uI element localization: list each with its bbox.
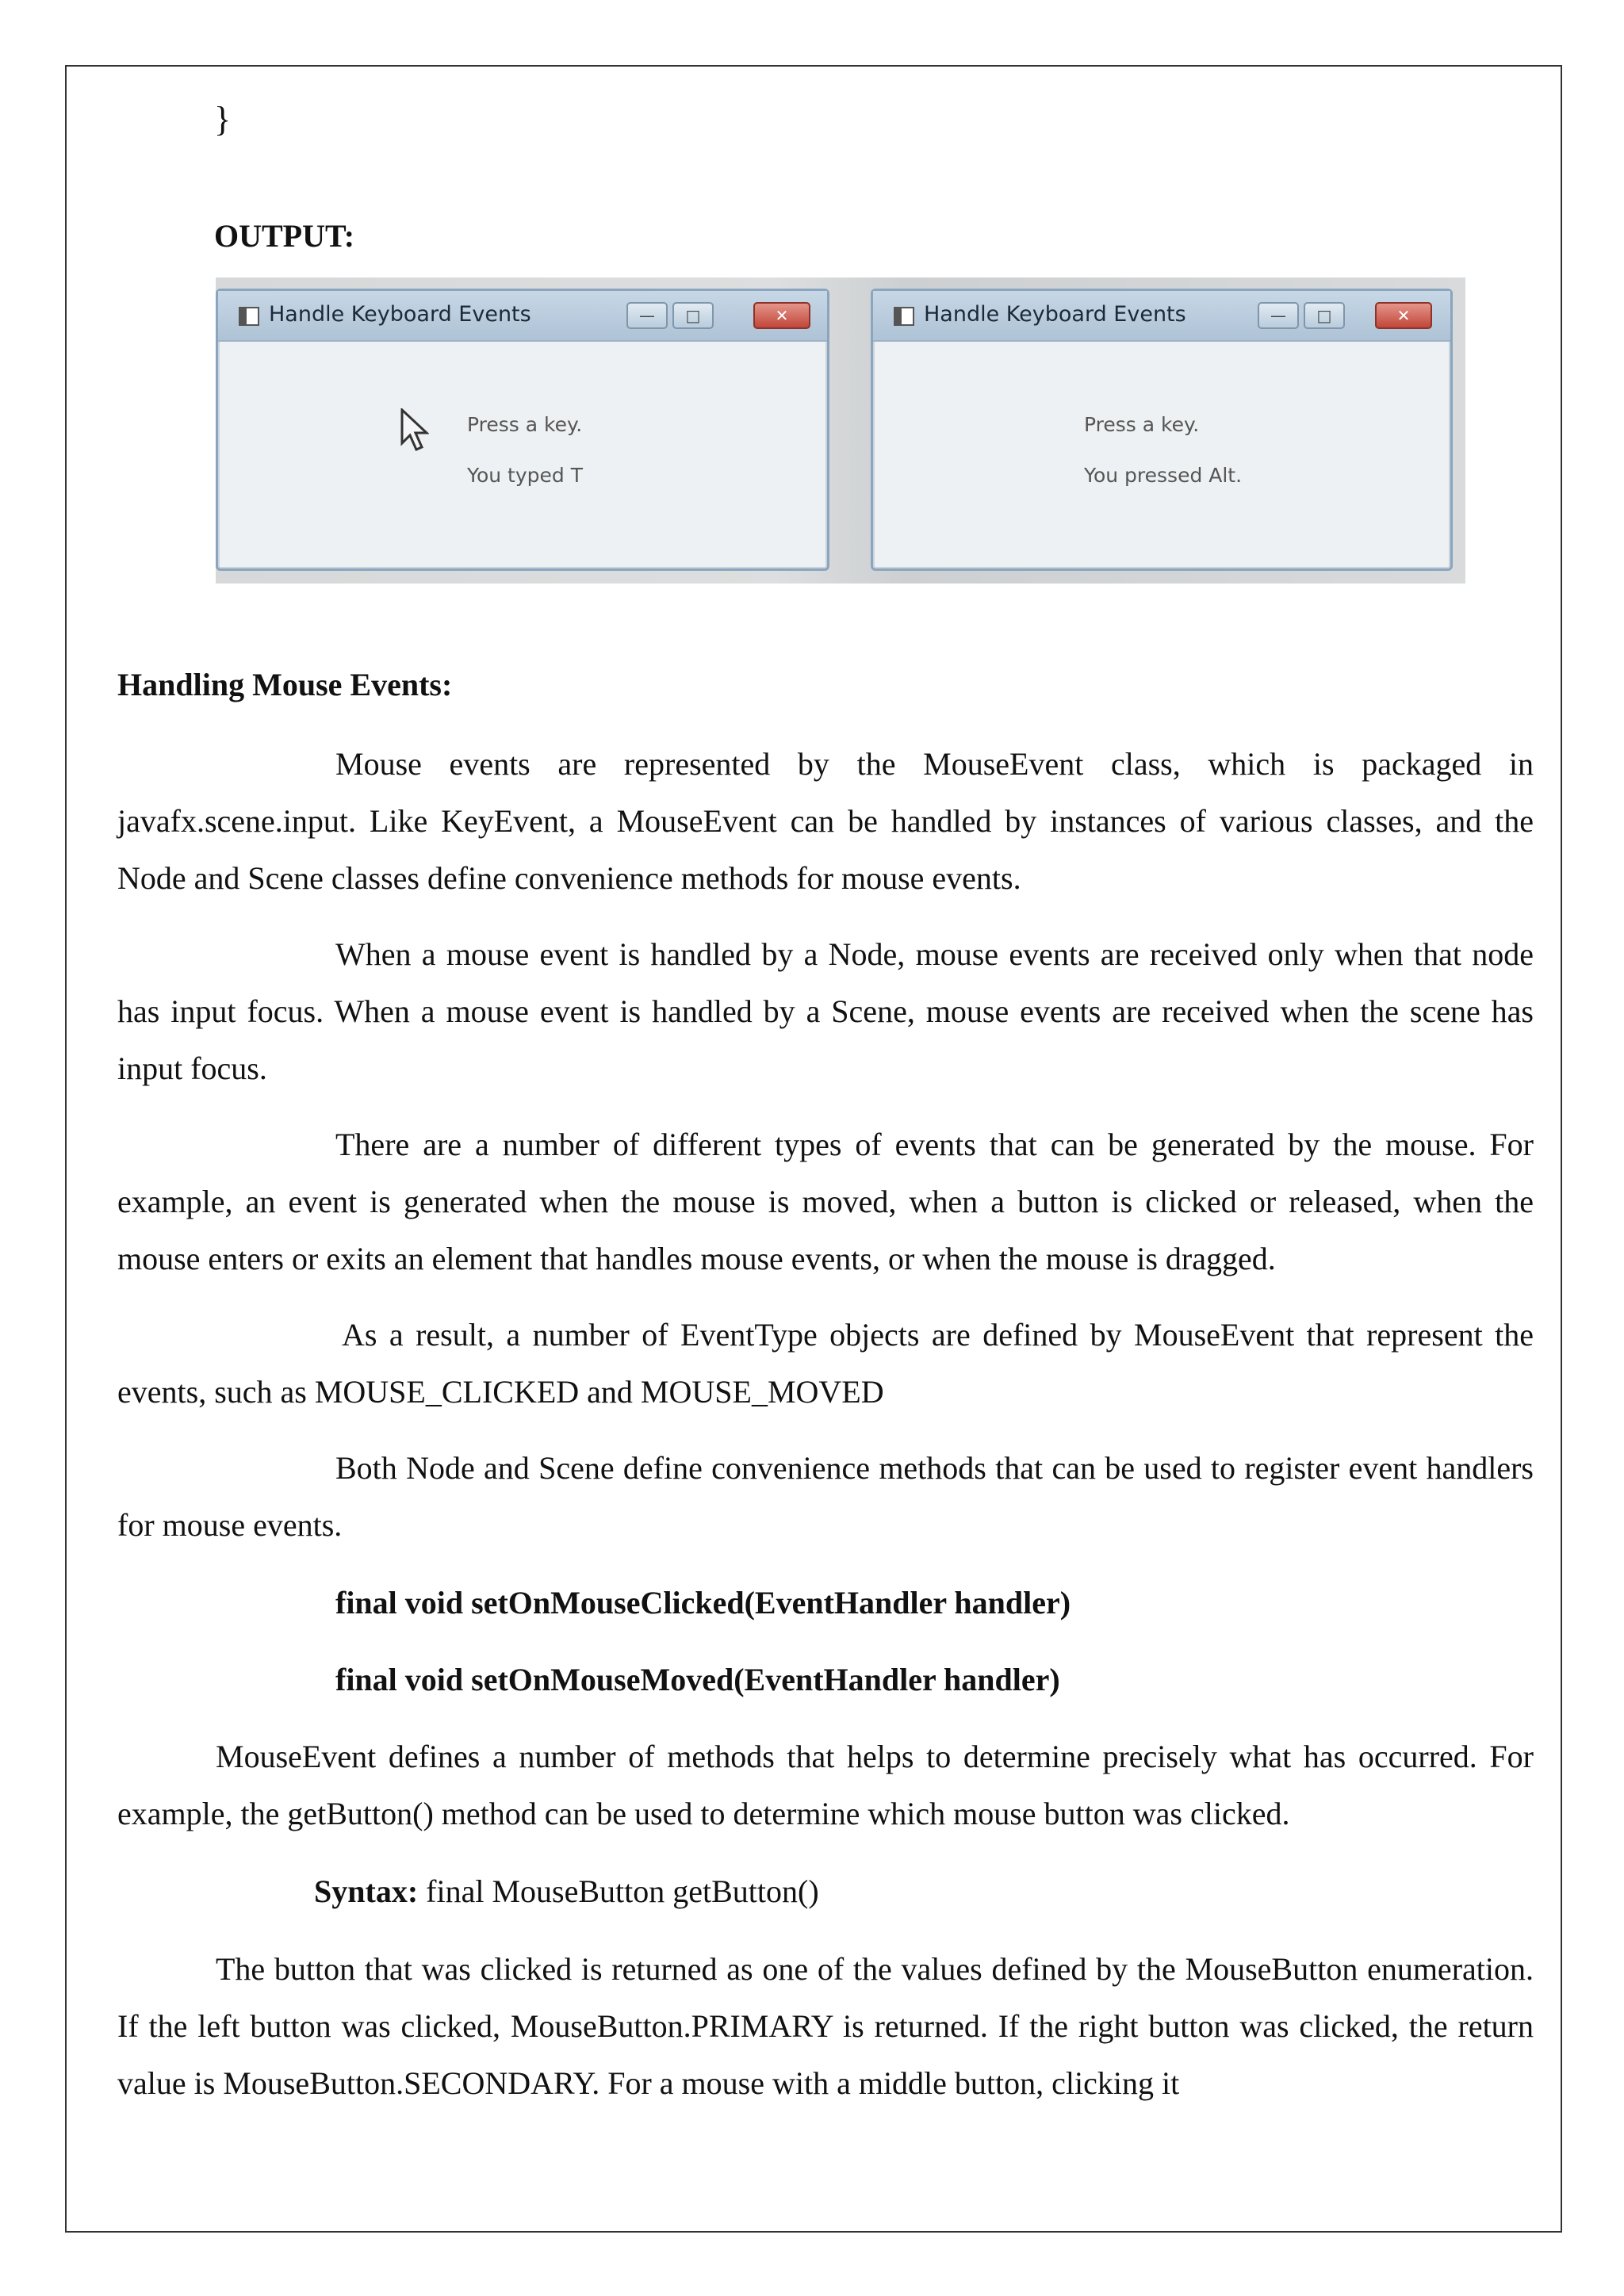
syntax-line xyxy=(314,1863,819,1920)
title-bar xyxy=(218,291,827,342)
section-heading: Handling Mouse Events: xyxy=(117,667,453,702)
output-label: OUTPUT: xyxy=(214,218,355,254)
paragraph-getbutton: MouseEvent defines a number of methods that helps to determine precisely what has occurred. For example, the getButton() method can be used to determine which mouse button was clicked. xyxy=(117,1739,1534,1831)
output-screenshot xyxy=(216,277,1465,584)
close-button[interactable]: ✕ xyxy=(753,302,810,329)
app-icon xyxy=(894,307,914,326)
paragraph-eventtype-objects: As a result, a number of EventType objects are defined by MouseEvent that represent the events, such as MOUSE_CLICKED and MOUSE_MOVED xyxy=(117,1317,1534,1410)
code-set-on-mouse-clicked: final void setOnMouseClicked(EventHandler handler) xyxy=(335,1585,1071,1621)
paragraph-mousebutton: The button that was clicked is returned as one of the values defined by the MouseButton enumeration. If the left button was clicked, MouseButton.PRIMARY is returned. If the right button was clicked, the return value is MouseButton.SECONDARY. For a mouse with a middle button, clicking it xyxy=(117,1951,1534,2101)
result-label: You typed T xyxy=(467,464,583,487)
paragraph-convenience-methods: Both Node and Scene define convenience methods that can be used to register event handlers for mouse events. xyxy=(117,1450,1534,1543)
paragraph-node-focus: When a mouse event is handled by a Node, mouse events are received only when that node has input focus. When a mouse event is handled by a Scene, mouse events are received when the scene has input focus. xyxy=(117,936,1534,1086)
syntax-code: final MouseButton getButton() xyxy=(426,1873,819,1909)
minimize-button[interactable]: — xyxy=(1258,302,1299,329)
keyboard-events-window-left xyxy=(216,289,829,571)
code-closing-brace: } xyxy=(214,100,232,139)
maximize-button[interactable]: □ xyxy=(672,302,714,329)
minimize-button[interactable]: — xyxy=(626,302,668,329)
app-icon xyxy=(239,307,259,326)
title-bar xyxy=(873,291,1450,342)
window-title: Handle Keyboard Events xyxy=(269,302,531,327)
prompt-label: Press a key. xyxy=(1084,413,1200,436)
window-title: Handle Keyboard Events xyxy=(924,302,1186,327)
mouse-pointer-icon xyxy=(400,408,429,453)
result-label: You pressed Alt. xyxy=(1084,464,1243,487)
prompt-label: Press a key. xyxy=(467,413,583,436)
paragraph-mouseevent-class: Mouse events are represented by the MouseEvent class, which is packaged in javafx.scene.input. Like KeyEvent, a MouseEvent can be handled by instances of various classes, and the Node and Scene classes define convenience methods for mouse events. xyxy=(117,746,1534,896)
code-set-on-mouse-moved: final void setOnMouseMoved(EventHandler handler) xyxy=(335,1662,1060,1697)
keyboard-events-window-right xyxy=(871,289,1453,571)
syntax-label: Syntax: xyxy=(314,1873,419,1909)
paragraph-event-types: There are a number of different types of events that can be generated by the mouse. For example, an event is generated when the mouse is moved, when a button is clicked or released, when the mouse enters or exits an element that handles mouse events, or when the mouse is dragged. xyxy=(117,1127,1534,1276)
maximize-button[interactable]: □ xyxy=(1304,302,1345,329)
close-button[interactable]: ✕ xyxy=(1375,302,1432,329)
